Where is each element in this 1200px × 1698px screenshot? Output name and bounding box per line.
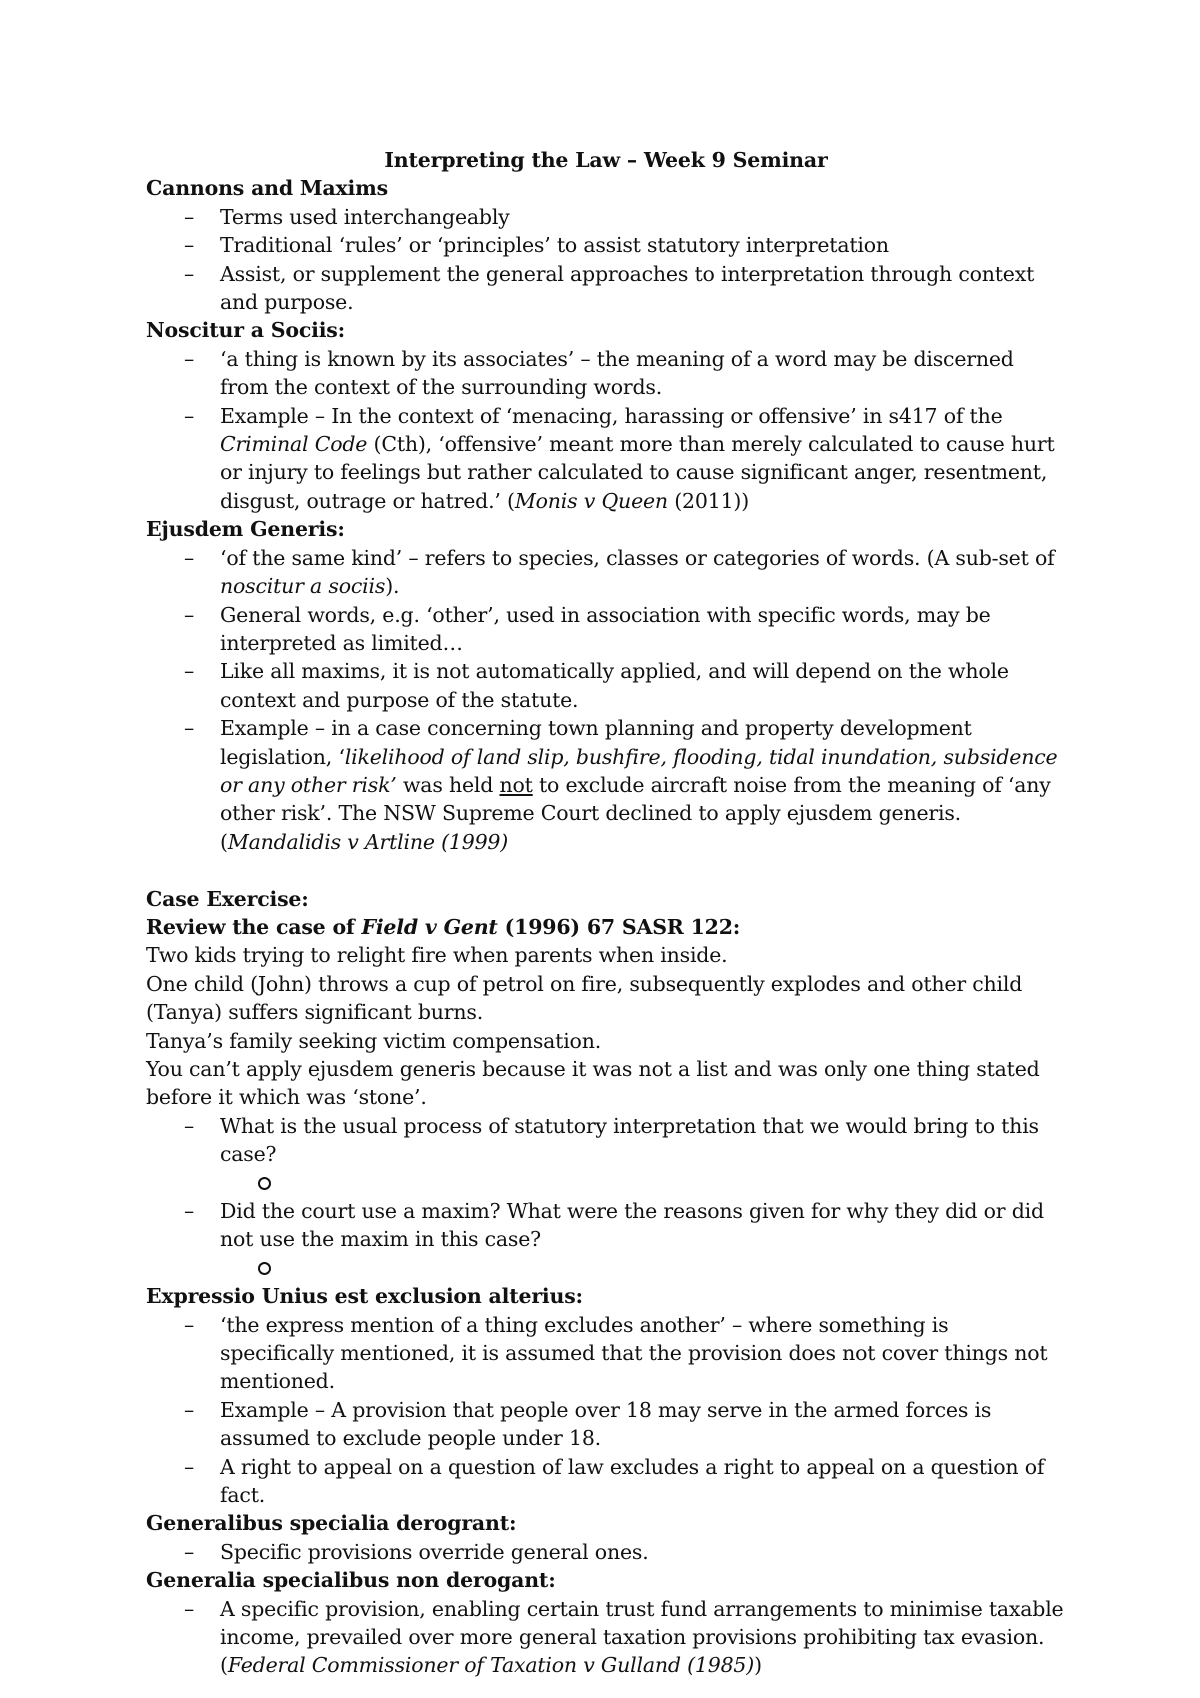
text-run: ‘of the same kind’ – refers to species, classes or categories of words. (A sub-set of xyxy=(220,545,1055,570)
case-citation: Monis v Queen xyxy=(514,488,668,513)
text-run: ) xyxy=(754,1653,762,1678)
list-item: – A right to appeal on a question of law excludes a right to appeal on a question of fact. xyxy=(146,1453,1066,1510)
list-item: – ‘a thing is known by its associates’ – the meaning of a word may be discerned from the context of the surrounding words. xyxy=(146,345,1066,402)
list-item: – Example – A provision that people over 18 may serve in the armed forces is assumed to exclude people under 18. xyxy=(146,1396,1066,1453)
list-item: – Assist, or supplement the general approaches to interpretation through context and purpose. xyxy=(146,260,1066,317)
list-item: – Like all maxims, it is not automatically applied, and will depend on the whole context and purpose of the statute. xyxy=(146,657,1066,714)
paragraph: One child (John) throws a cup of petrol on fire, subsequently explodes and other child (Tanya) suffers significant burns. xyxy=(146,971,1023,1025)
ejusdem-list xyxy=(146,544,1066,856)
text-run: Review the case of xyxy=(146,914,362,939)
list-item: – ‘the express mention of a thing excludes another’ – where something is specifically mentioned, it is assumed that the provision does not cover things not mentioned. xyxy=(146,1311,1066,1396)
questions-list xyxy=(146,1197,1066,1254)
noscitur-list xyxy=(146,345,1066,515)
expressio-list xyxy=(146,1311,1066,1510)
text-run: (1996) 67 SASR 122: xyxy=(497,914,741,939)
circle-icon xyxy=(258,1262,271,1275)
list-item: – Specific provisions override general ones. xyxy=(146,1538,1066,1566)
questions-list xyxy=(146,1112,1066,1169)
list-item: – What is the usual process of statutory interpretation that we would bring to this case? xyxy=(146,1112,1066,1169)
case-citation: Field v Gent xyxy=(361,914,498,939)
list-item: – General words, e.g. ‘other’, used in association with specific words, may be interpreted as limited… xyxy=(146,601,1066,658)
paragraph: Two kids trying to relight fire when parents when inside. xyxy=(146,943,728,968)
cannons-list xyxy=(146,203,1066,317)
document-body xyxy=(146,146,1066,1680)
heading-generalibus-specialia: Generalibus specialia derogrant: xyxy=(146,1511,517,1536)
heading-case-exercise: Case Exercise: xyxy=(146,886,309,911)
review-case-line xyxy=(146,913,1066,941)
heading-expressio-unius: Expressio Unius est exclusion alterius: xyxy=(146,1284,583,1309)
text-run: (Cth), ‘offensive’ meant more than merely calculated to cause hurt or injury to feelings but rather calculated to cause significant anger, resentment, disgust, outrage or hatred.’ ( xyxy=(220,432,1055,513)
case-citation: Mandalidis v Artline (1999) xyxy=(227,829,509,854)
text-run: Example – in a case concerning town planning and property development legislation, ‘ xyxy=(220,716,972,769)
generalibus-list xyxy=(146,1538,1066,1566)
text-run: was held xyxy=(396,772,500,797)
list-item xyxy=(146,402,1066,516)
list-item: – Terms used interchangeably xyxy=(146,203,1066,231)
text-run: ). xyxy=(385,574,400,599)
underlined-word: not xyxy=(499,772,533,797)
page-title: Interpreting the Law – Week 9 Seminar xyxy=(384,148,828,172)
heading-cannons-and-maxims: Cannons and Maxims xyxy=(146,176,388,201)
italic-quote: likelihood of land slip, bushfire, flooding, tidal inundation, subsidence or any other risk’ xyxy=(220,744,1058,797)
list-item: – Did the court use a maxim? What were the reasons given for why they did or did not use the maxim in this case? xyxy=(146,1197,1066,1254)
heading-noscitur-a-sociis: Noscitur a Sociis: xyxy=(146,318,345,343)
generalia-list xyxy=(146,1595,1066,1680)
paragraph: You can’t apply ejusdem generis because it was not a list and was only one thing stated before it which was ‘stone’. xyxy=(146,1056,1040,1110)
case-citation: Federal Commissioner of Taxation v Gulland (1985) xyxy=(227,1653,755,1678)
text-run: to exclude aircraft noise from the meaning of ‘any other risk’. The NSW Supreme Court declined to apply ejusdem generis. ( xyxy=(220,772,1051,854)
list-item xyxy=(146,714,1066,856)
list-item xyxy=(146,544,1066,601)
sub-bullet-circle-icon xyxy=(146,1169,1066,1197)
list-item xyxy=(146,1595,1066,1680)
list-item: – Traditional ‘rules’ or ‘principles’ to assist statutory interpretation xyxy=(146,231,1066,259)
circle-icon xyxy=(258,1177,271,1190)
sub-bullet-circle-icon xyxy=(146,1254,1066,1282)
paragraph: Tanya’s family seeking victim compensation. xyxy=(146,1028,602,1053)
text-run: A specific provision, enabling certain trust fund arrangements to minimise taxable income, prevailed over more general taxation provisions prohibiting tax evasion. ( xyxy=(220,1596,1064,1678)
text-run: Example – In the context of ‘menacing, harassing or offensive’ in s417 of the xyxy=(220,403,1003,428)
blank-line xyxy=(146,856,1066,884)
italic-term: noscitur a sociis xyxy=(220,574,386,599)
heading-ejusdem-generis: Ejusdem Generis: xyxy=(146,517,345,542)
text-run: (2011)) xyxy=(667,488,750,513)
statute-name: Criminal Code xyxy=(220,432,368,457)
heading-generalia-specialibus: Generalia specialibus non derogant: xyxy=(146,1568,556,1593)
